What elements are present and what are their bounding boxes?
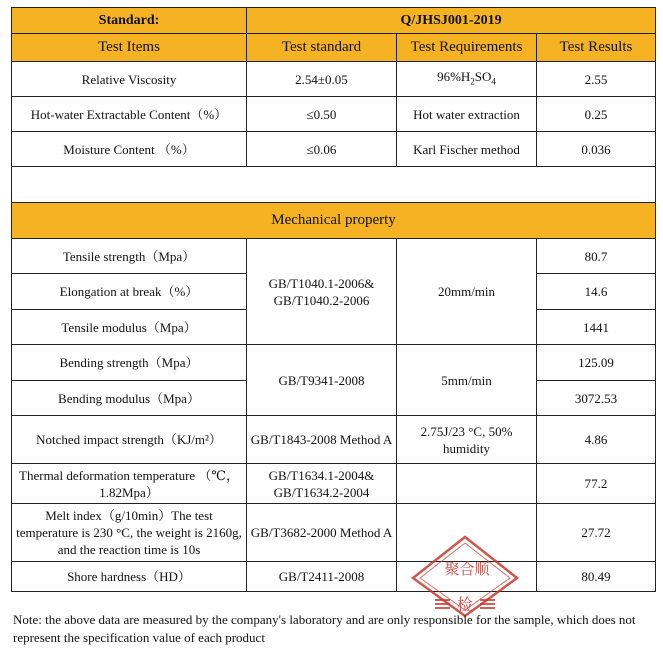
table-row <box>12 97 656 132</box>
blank-cell <box>12 167 656 203</box>
standard-code: Q/JHSJ001-2019 <box>247 8 656 34</box>
item-cell: Notched impact strength（KJ/m²） <box>12 416 247 464</box>
result-cell: 77.2 <box>537 464 656 504</box>
item-cell: Moisture Content （%） <box>12 132 247 167</box>
column-header-test-standard: Test standard <box>247 34 397 62</box>
formula-subscript: 2 <box>470 76 475 87</box>
result-cell: 2.55 <box>537 62 656 97</box>
table-row <box>12 345 656 381</box>
formula-subscript: 4 <box>491 76 496 87</box>
table-row <box>12 562 656 592</box>
item-cell: Thermal deformation temperature （℃，1.82Mpa） <box>12 464 247 504</box>
section-title: Mechanical property <box>12 203 656 239</box>
result-cell: 80.7 <box>537 239 656 274</box>
item-cell: Melt index（g/10min）The test temperature is 230 °C, the weight is 2160g, and the reaction time is 10s <box>12 504 247 562</box>
requirement-cell: Hot water extraction <box>397 97 537 132</box>
stamp-text-bottom: 检 <box>456 595 474 614</box>
table-row <box>12 62 656 97</box>
standard-cell: GB/T1634.1-2004& GB/T1634.2-2004 <box>247 464 397 504</box>
requirement-cell: Karl Fischer method <box>397 132 537 167</box>
item-cell: Elongation at break（%） <box>12 274 247 310</box>
standard-cell: GB/T9341-2008 <box>247 345 397 416</box>
requirement-cell <box>397 464 537 504</box>
column-header-row <box>12 34 656 62</box>
formula-part: 96%H <box>437 68 471 84</box>
result-cell: 0.036 <box>537 132 656 167</box>
result-cell: 14.6 <box>537 274 656 310</box>
section-row <box>12 203 656 239</box>
standard-cell: ≤0.06 <box>247 132 397 167</box>
result-cell: 27.72 <box>537 504 656 562</box>
table-row <box>12 416 656 464</box>
table-row <box>12 504 656 562</box>
standard-cell: GB/T3682-2000 Method A <box>247 504 397 562</box>
spec-table <box>11 7 656 592</box>
item-cell: Hot-water Extractable Content（%） <box>12 97 247 132</box>
standard-cell: 2.54±0.05 <box>247 62 397 97</box>
column-header-test-results: Test Results <box>537 34 656 62</box>
standard-cell: GB/T1040.1-2006& GB/T1040.2-2006 <box>247 239 397 345</box>
formula-part: SO <box>474 68 492 84</box>
standard-cell: GB/T1843-2008 Method A <box>247 416 397 464</box>
requirement-cell: 2.75J/23 °C, 50% humidity <box>397 416 537 464</box>
item-cell: Tensile modulus（Mpa） <box>12 310 247 345</box>
table-row <box>12 132 656 167</box>
footnote: Note: the above data are measured by the company's laboratory and are only responsible for the sample, which does not represent the specification value of each product <box>13 612 636 645</box>
inspection-stamp <box>410 534 520 618</box>
table-row <box>12 239 656 274</box>
blank-row <box>12 167 656 203</box>
item-cell: Shore hardness（HD） <box>12 562 247 592</box>
result-cell: 4.86 <box>537 416 656 464</box>
result-cell: 3072.53 <box>537 381 656 416</box>
standard-label: Standard: <box>12 8 247 34</box>
column-header-test-items: Test Items <box>12 34 247 62</box>
stamp-text-top: 聚合顺 <box>444 560 490 578</box>
item-cell: Relative Viscosity <box>12 62 247 97</box>
result-cell: 1441 <box>537 310 656 345</box>
item-cell: Bending strength（Mpa） <box>12 345 247 381</box>
item-cell: Tensile strength（Mpa） <box>12 239 247 274</box>
result-cell: 80.49 <box>537 562 656 592</box>
requirement-cell <box>397 62 537 97</box>
standard-cell: GB/T2411-2008 <box>247 562 397 592</box>
standard-cell: ≤0.50 <box>247 97 397 132</box>
requirement-cell: 20mm/min <box>397 239 537 345</box>
item-cell: Bending modulus（Mpa） <box>12 381 247 416</box>
result-cell: 125.09 <box>537 345 656 381</box>
column-header-test-requirements: Test Requirements <box>397 34 537 62</box>
table-row <box>12 464 656 504</box>
standard-row <box>12 8 656 34</box>
result-cell: 0.25 <box>537 97 656 132</box>
requirement-cell: 5mm/min <box>397 345 537 416</box>
